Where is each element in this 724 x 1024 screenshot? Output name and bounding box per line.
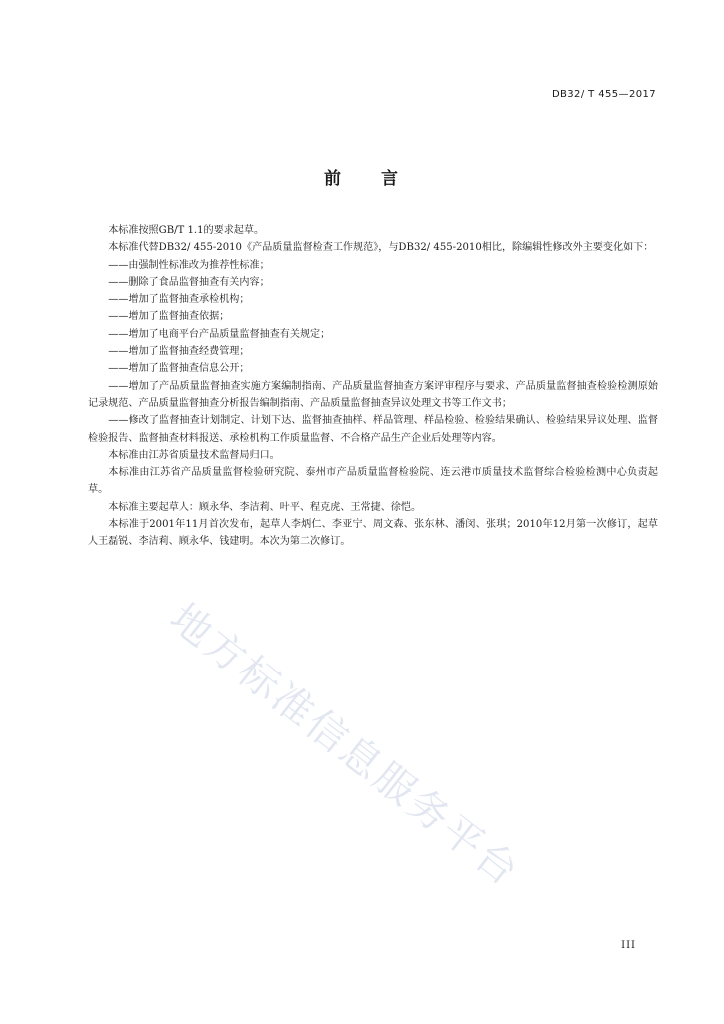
- change-item: ——增加了监督抽查承检机构；: [108, 294, 250, 306]
- document-code: DB32/ T 455—2017: [551, 89, 656, 100]
- change-item: ——增加了监督抽查信息公开；: [108, 363, 250, 375]
- page-title: 前 言: [324, 169, 400, 189]
- change-item: ——增加了监督抽查经费管理；: [108, 346, 250, 358]
- change-item: ——由强制性标准改为推荐性标准；: [108, 259, 270, 271]
- paragraph: 本标准于2001年11月首次发布，起草人李炳仁、李亚宁、周文森、张东林、潘闵、张琪；2010年12月第一次修订，起草人王磊锐、李洁莉、顾永华、钱建明。本次为第二次修订。: [88, 519, 658, 548]
- change-item: ——删除了食品监督抽查有关内容；: [108, 276, 270, 288]
- paragraph: 本标准由江苏省产品质量监督检验研究院、泰州市产品质量监督检验院、连云港市质量技术监督综合检验检测中心负责起草。: [88, 467, 658, 496]
- page-number: III: [621, 940, 636, 951]
- paragraph: 本标准代替DB32/ 455-2010《产品质量监督检查工作规范》，与DB32/ 455-2010相比，除编辑性修改外主要变化如下：: [108, 242, 654, 254]
- paragraph: 本标准按照GB/T 1.1的要求起草。: [108, 225, 265, 236]
- foreword-body: [88, 222, 658, 551]
- watermark: 地方标准信息服务平台: [161, 595, 529, 897]
- change-item: ——增加了电商平台产品质量监督抽查有关规定；: [108, 328, 331, 340]
- paragraph: 本标准主要起草人：顾永华、李洁莉、叶平、程克虎、王常捷、徐恺。: [108, 501, 422, 513]
- change-item: ——修改了监督抽查计划制定、计划下达、监督抽查抽样、样品管理、样品检验、检验结果确认、检验结果异议处理、监督检验报告、监督抽查材料报送、承检机构工作质量监督、不合格产品生产企业后处理等内容。: [88, 415, 658, 444]
- paragraph: 本标准由江苏省质量技术监督局归口。: [108, 449, 280, 461]
- change-item: ——增加了监督抽查依据；: [108, 311, 230, 323]
- change-item: ——增加了产品质量监督抽查实施方案编制指南、产品质量监督抽查方案评审程序与要求、产品质量监督抽查检验检测原始记录规范、产品质量监督抽查分析报告编制指南、产品质量监督抽查异议处理文书等工作文书；: [88, 380, 658, 409]
